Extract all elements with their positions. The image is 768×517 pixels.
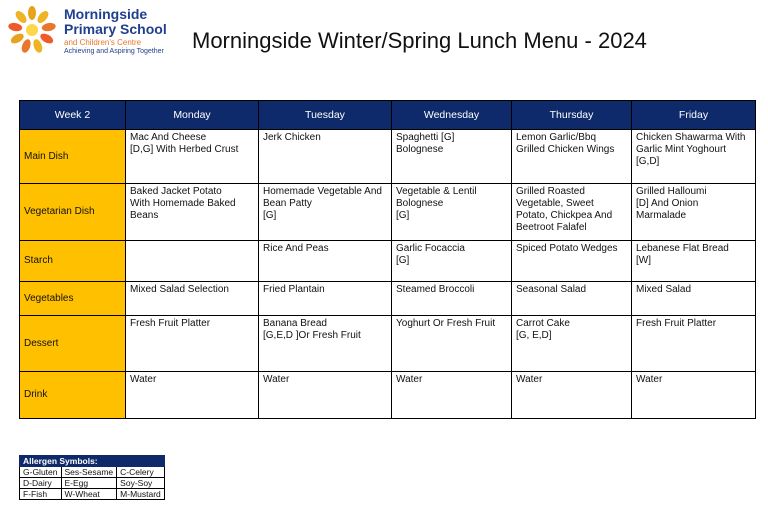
row-vegetables xyxy=(20,282,756,316)
cell-drink-tuesday: Water xyxy=(259,372,392,419)
cell-starch-monday xyxy=(126,241,259,282)
school-logo xyxy=(6,4,196,62)
cell-vegetables-tuesday: Fried Plantain xyxy=(259,282,392,316)
header-tuesday: Tuesday xyxy=(259,101,392,130)
cell-drink-monday: Water xyxy=(126,372,259,419)
cell-starch-tuesday: Rice And Peas xyxy=(259,241,392,282)
allergen-row xyxy=(20,478,165,489)
menu-header-row xyxy=(20,101,756,130)
cell-vegetarian-wednesday: Vegetable & Lentil Bolognese [G] xyxy=(392,184,512,241)
allergen-item: Soy-Soy xyxy=(117,478,165,489)
cell-vegetarian-monday: Baked Jacket Potato With Homemade Baked Beans xyxy=(126,184,259,241)
cell-vegetarian-thursday: Grilled Roasted Vegetable, Sweet Potato, Chickpea And Beetroot Falafel xyxy=(512,184,632,241)
cell-drink-friday: Water xyxy=(632,372,756,419)
row-label-vegetables: Vegetables xyxy=(20,282,126,316)
cell-dessert-friday: Fresh Fruit Platter xyxy=(632,316,756,372)
cell-main-dish-thursday: Lemon Garlic/Bbq Grilled Chicken Wings xyxy=(512,130,632,184)
row-main-dish xyxy=(20,130,756,184)
allergen-heading: Allergen Symbols: xyxy=(20,456,165,467)
cell-vegetables-monday: Mixed Salad Selection xyxy=(126,282,259,316)
logo-name-line1: Morningside xyxy=(64,6,148,22)
row-starch xyxy=(20,241,756,282)
cell-vegetables-wednesday: Steamed Broccoli xyxy=(392,282,512,316)
row-label-drink: Drink xyxy=(20,372,126,419)
header-week: Week 2 xyxy=(20,101,126,130)
allergen-item: W-Wheat xyxy=(61,489,117,500)
logo-school-name xyxy=(64,7,167,37)
logo-name-line2: Primary School xyxy=(64,21,167,37)
allergen-item: M-Mustard xyxy=(117,489,165,500)
logo-tagline: Achieving and Aspiring Together xyxy=(64,48,164,55)
lunch-menu-table xyxy=(19,100,756,419)
allergen-item: Ses-Sesame xyxy=(61,467,117,478)
header-friday: Friday xyxy=(632,101,756,130)
cell-main-dish-monday: Mac And Cheese [D,G] With Herbed Crust xyxy=(126,130,259,184)
row-vegetarian-dish xyxy=(20,184,756,241)
row-label-starch: Starch xyxy=(20,241,126,282)
row-label-main-dish: Main Dish xyxy=(20,130,126,184)
logo-subtitle: and Children's Centre xyxy=(64,38,142,47)
allergen-item: C-Celery xyxy=(117,467,165,478)
cell-main-dish-friday: Chicken Shawarma With Garlic Mint Yoghourt [G,D] xyxy=(632,130,756,184)
header-wednesday: Wednesday xyxy=(392,101,512,130)
sunburst-logo-icon xyxy=(6,4,58,56)
allergen-item: G-Gluten xyxy=(20,467,62,478)
cell-dessert-wednesday: Yoghurt Or Fresh Fruit xyxy=(392,316,512,372)
row-label-vegetarian-dish: Vegetarian Dish xyxy=(20,184,126,241)
cell-starch-wednesday: Garlic Focaccia [G] xyxy=(392,241,512,282)
cell-vegetables-thursday: Seasonal Salad xyxy=(512,282,632,316)
header-monday: Monday xyxy=(126,101,259,130)
cell-vegetarian-tuesday: Homemade Vegetable And Bean Patty [G] xyxy=(259,184,392,241)
allergen-item: F-Fish xyxy=(20,489,62,500)
cell-starch-friday: Lebanese Flat Bread [W] xyxy=(632,241,756,282)
cell-main-dish-wednesday: Spaghetti [G] Bolognese xyxy=(392,130,512,184)
header-thursday: Thursday xyxy=(512,101,632,130)
cell-drink-thursday: Water xyxy=(512,372,632,419)
cell-drink-wednesday: Water xyxy=(392,372,512,419)
cell-dessert-tuesday: Banana Bread [G,E,D ]Or Fresh Fruit xyxy=(259,316,392,372)
cell-vegetables-friday: Mixed Salad xyxy=(632,282,756,316)
row-drink xyxy=(20,372,756,419)
allergen-key-table xyxy=(19,455,165,500)
allergen-item: E-Egg xyxy=(61,478,117,489)
cell-starch-thursday: Spiced Potato Wedges xyxy=(512,241,632,282)
cell-main-dish-tuesday: Jerk Chicken xyxy=(259,130,392,184)
row-label-dessert: Dessert xyxy=(20,316,126,372)
page-title: Morningside Winter/Spring Lunch Menu - 2024 xyxy=(192,28,647,53)
row-dessert xyxy=(20,316,756,372)
cell-dessert-monday: Fresh Fruit Platter xyxy=(126,316,259,372)
cell-vegetarian-friday: Grilled Halloumi [D] And Onion Marmalade xyxy=(632,184,756,241)
cell-dessert-thursday: Carrot Cake [G, E,D] xyxy=(512,316,632,372)
allergen-item: D-Dairy xyxy=(20,478,62,489)
allergen-row xyxy=(20,467,165,478)
allergen-row xyxy=(20,489,165,500)
